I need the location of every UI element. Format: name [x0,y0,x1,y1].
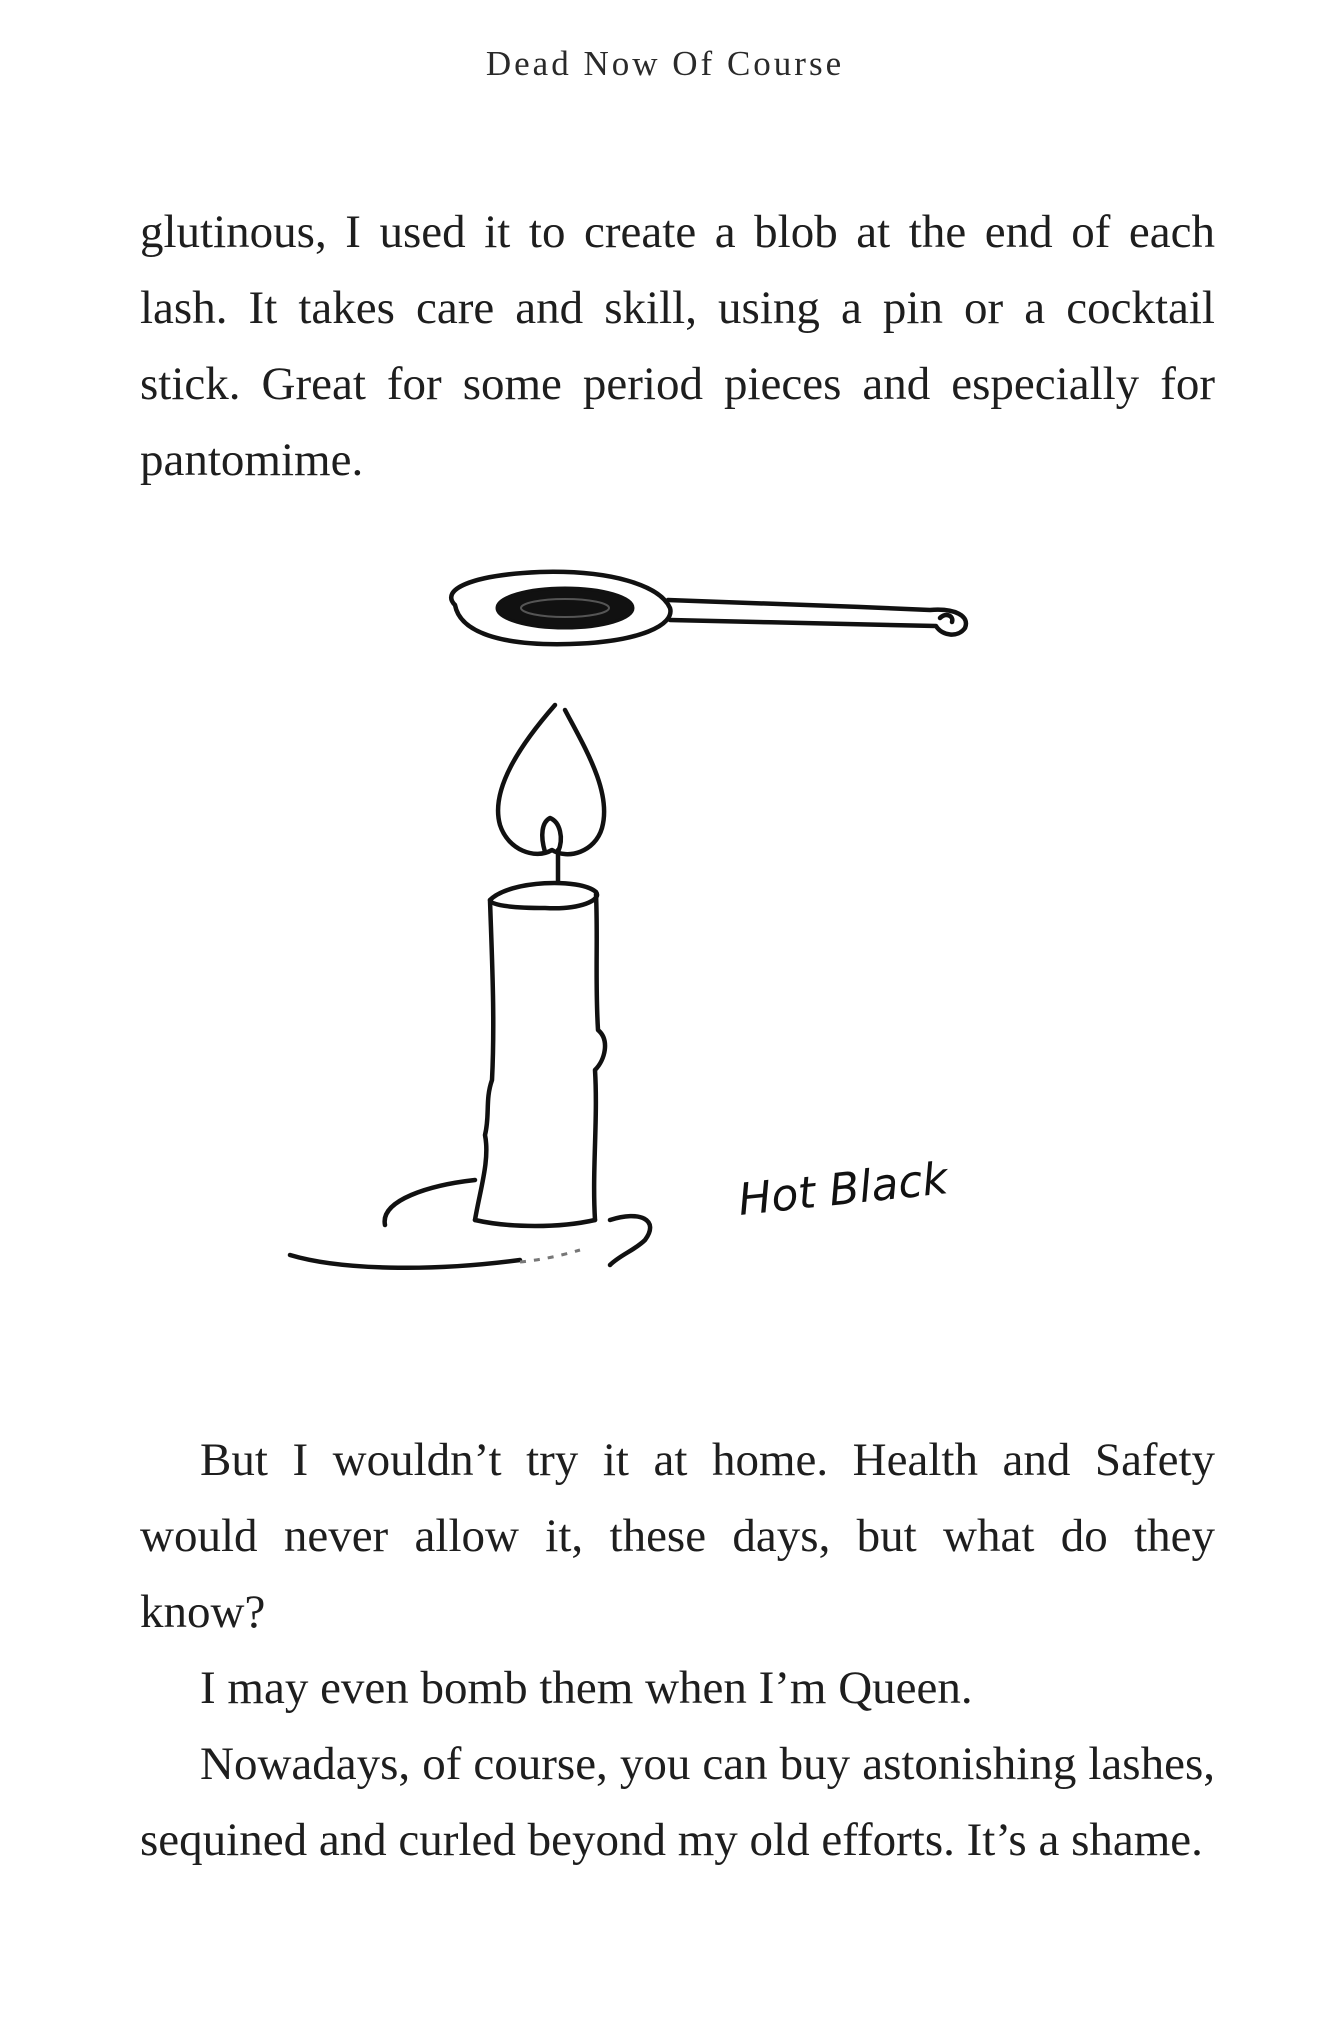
candle-spoon-illustration [140,560,1215,1340]
paragraph: But I wouldn’t try it at home. Health and Safety would never allow it, these days, but what do they know? [140,1434,1215,1638]
candle-icon [475,850,605,1226]
spoon-icon [451,572,966,644]
body-text-top [140,194,1215,498]
paragraph: I may even bomb them when I’m Queen. [200,1662,973,1714]
paragraph: Nowadays, of course, you can buy astonishing lashes, sequined and curled beyond my old efforts. It’s a shame. [140,1738,1215,1866]
illustration-caption: Hot Black [735,1153,951,1226]
paragraph-continuation: glutinous, I used it to create a blob at the end of each lash. It takes care and skill, using a pin or a cocktail stick. Great for some period pieces and especially for pantomime. [140,206,1215,486]
candle-flame-icon [498,705,604,854]
body-text-bottom [140,1422,1215,1878]
running-head: Dead Now Of Course [485,44,845,83]
